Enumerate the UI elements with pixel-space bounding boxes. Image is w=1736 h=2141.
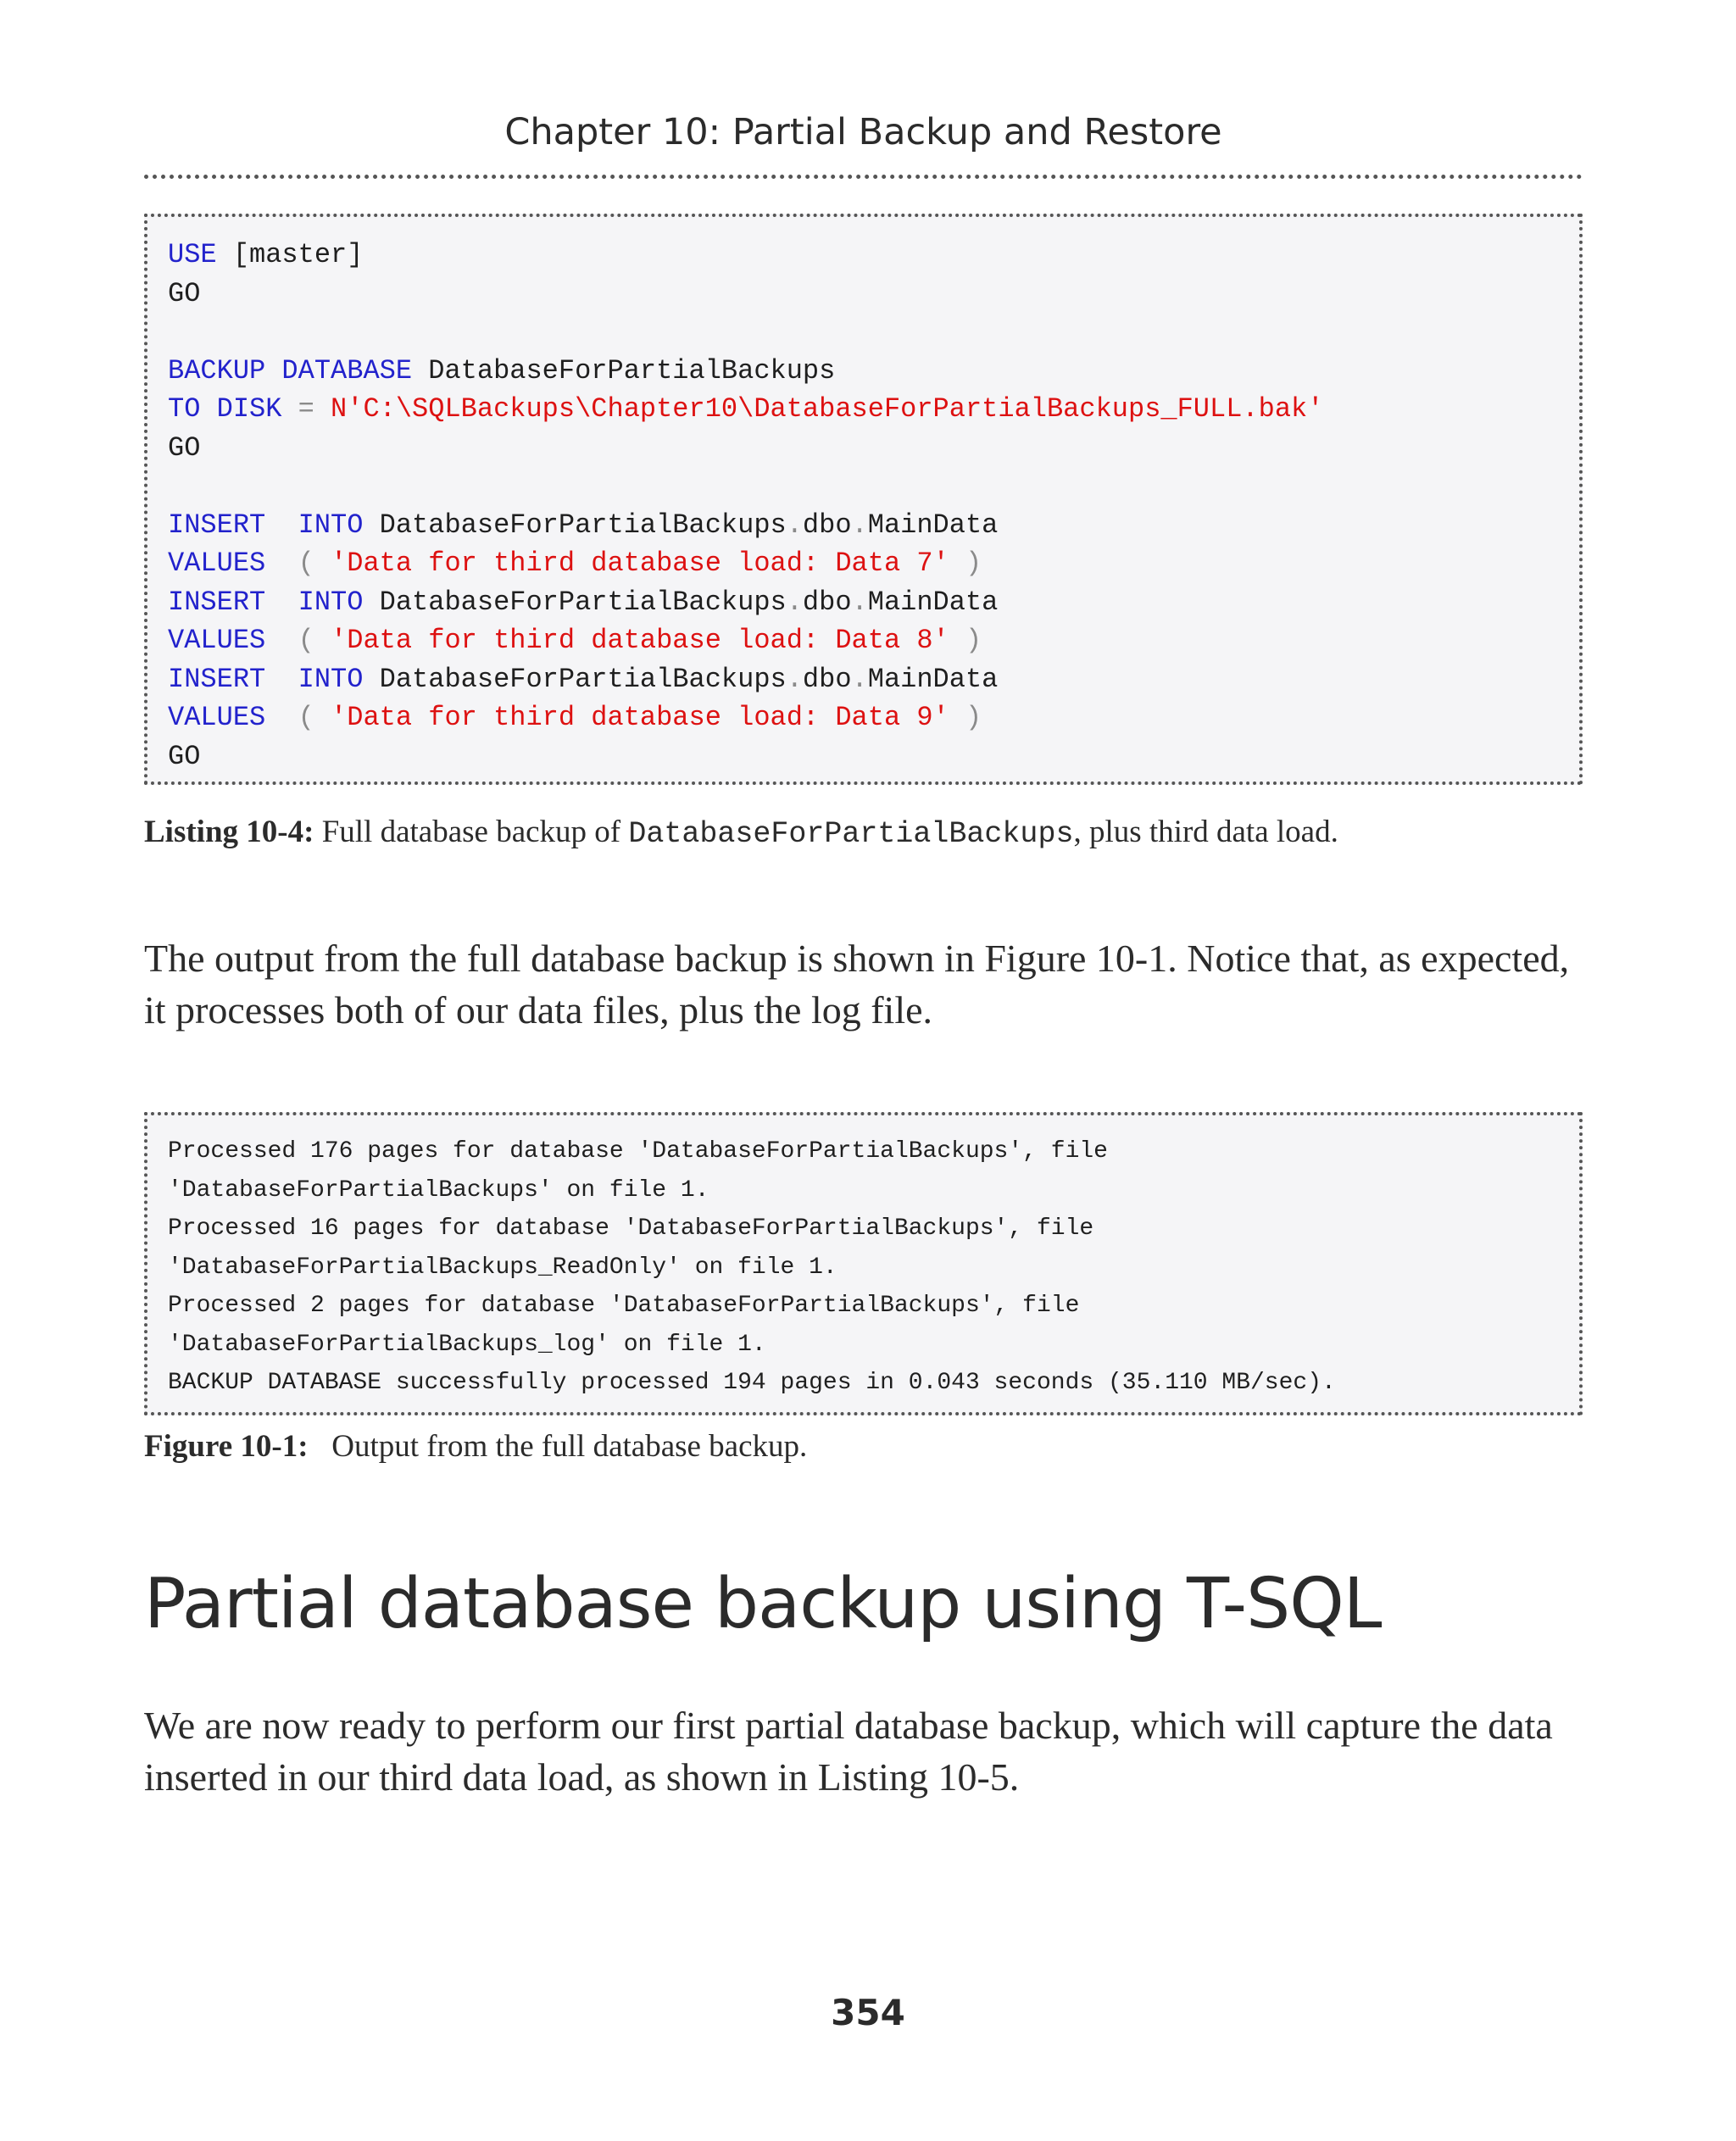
- code-token: INTO: [298, 663, 364, 695]
- code-token: .: [786, 663, 803, 695]
- code-token: GO: [168, 277, 201, 309]
- code-token: dbo: [802, 509, 852, 541]
- figure-caption-text: Output from the full database backup.: [308, 1429, 808, 1464]
- code-line: [168, 313, 1559, 352]
- code-token: =: [281, 393, 331, 425]
- code-token: MainData: [867, 509, 999, 541]
- listing-caption: [144, 814, 1583, 852]
- code-line: [168, 737, 1559, 776]
- code-token: MainData: [867, 586, 999, 618]
- code-token: [265, 664, 298, 695]
- output-line: Processed 2 pages for database 'DatabaseForPartialBackups', file: [168, 1293, 1080, 1319]
- code-token: USE: [168, 239, 217, 270]
- code-token: dbo: [802, 663, 852, 695]
- code-token: 'Data for third database load: Data 9': [331, 702, 949, 733]
- body-paragraph: We are now ready to perform our first partial database backup, which will capture the data inserted in our third data load, as shown in Listing 10-5.: [144, 1704, 1553, 1799]
- code-token: INSERT: [168, 663, 266, 695]
- code-token: .: [851, 509, 868, 541]
- code-line: [168, 236, 1559, 275]
- code-line: [168, 429, 1559, 468]
- code-token: DatabaseForPartialBackups: [412, 354, 836, 386]
- code-token: (: [265, 702, 331, 733]
- code-token: .: [851, 663, 868, 695]
- code-line: [168, 506, 1559, 545]
- code-token: GO: [168, 431, 201, 464]
- code-token: INSERT: [168, 509, 266, 541]
- listing-caption-text-after: , plus third data load.: [1073, 815, 1338, 849]
- code-token: INSERT: [168, 586, 266, 618]
- output-block: [144, 1112, 1583, 1415]
- code-token: MainData: [867, 663, 999, 695]
- output-line: BACKUP DATABASE successfully processed 194 pages in 0.043 seconds (35.110 MB/sec).: [168, 1370, 1336, 1396]
- header-rule: [144, 175, 1583, 179]
- code-listing: [144, 214, 1583, 785]
- figure-caption: [144, 1428, 1583, 1465]
- output-line: Processed 16 pages for database 'DatabaseForPartialBackups', file: [168, 1215, 1094, 1242]
- code-token: DatabaseForPartialBackups: [363, 663, 787, 695]
- code-token: N'C:\SQLBackups\Chapter10\DatabaseForPartialBackups_FULL.bak': [331, 393, 1324, 425]
- code-token: ): [949, 548, 982, 579]
- code-token: 'Data for third database load: Data 8': [331, 625, 949, 656]
- code-token: [master]: [216, 239, 364, 270]
- code-token: ): [949, 702, 982, 733]
- code-token: VALUES: [168, 702, 266, 733]
- output-line: 'DatabaseForPartialBackups_ReadOnly' on file 1.: [168, 1254, 837, 1281]
- code-token: (: [265, 548, 331, 579]
- code-token: VALUES: [168, 625, 266, 656]
- section-heading: Partial database backup using T-SQL: [144, 1564, 1382, 1644]
- code-token: INTO: [298, 586, 364, 618]
- code-line: [168, 467, 1559, 506]
- code-token: VALUES: [168, 548, 266, 579]
- code-line: [168, 660, 1559, 699]
- code-token: TO DISK: [168, 393, 282, 425]
- code-line: [168, 275, 1559, 314]
- code-token: .: [851, 586, 868, 618]
- code-token: INTO: [298, 509, 364, 541]
- code-token: DatabaseForPartialBackups: [363, 509, 787, 541]
- code-line: [168, 390, 1559, 429]
- page-number: 354: [831, 1992, 905, 2033]
- code-line: [168, 352, 1559, 391]
- code-token: [265, 587, 298, 618]
- code-line: [168, 621, 1559, 660]
- listing-caption-code: DatabaseForPartialBackups: [628, 817, 1074, 851]
- code-token: .: [786, 586, 803, 618]
- figure-caption-label: Figure 10-1:: [144, 1429, 309, 1464]
- listing-caption-label: Listing 10-4:: [144, 815, 314, 849]
- code-line: [168, 698, 1559, 737]
- running-header: Chapter 10: Partial Backup and Restore: [504, 111, 1222, 153]
- output-line: 'DatabaseForPartialBackups' on file 1.: [168, 1176, 709, 1204]
- code-token: GO: [168, 740, 201, 772]
- code-line: [168, 544, 1559, 583]
- code-token: (: [265, 625, 331, 656]
- code-line: [168, 583, 1559, 622]
- code-token: ): [949, 625, 982, 656]
- code-token: .: [786, 509, 803, 541]
- body-paragraph: The output from the full database backup is shown in Figure 10-1. Notice that, as expected, it processes both of our data files, plus the log file.: [144, 937, 1570, 1032]
- code-token: 'Data for third database load: Data 7': [331, 548, 949, 579]
- listing-caption-text-before: Full database backup of: [314, 815, 629, 849]
- code-token: DatabaseForPartialBackups: [363, 586, 787, 618]
- code-token: dbo: [802, 586, 852, 618]
- output-line: Processed 176 pages for database 'DatabaseForPartialBackups', file: [168, 1138, 1108, 1165]
- code-token: [265, 509, 298, 541]
- output-line: 'DatabaseForPartialBackups_log' on file 1.: [168, 1331, 766, 1358]
- code-token: BACKUP DATABASE: [168, 354, 413, 386]
